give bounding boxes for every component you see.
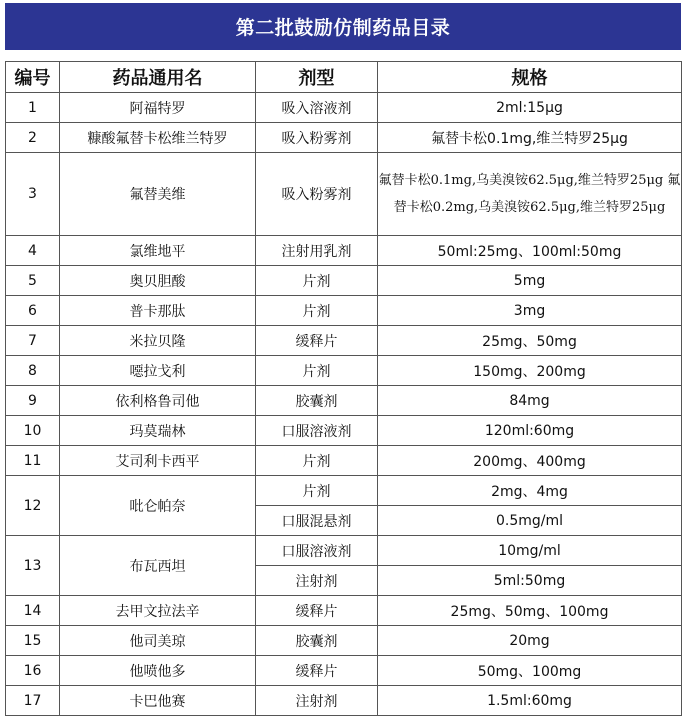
row-num: 5 [6, 266, 60, 296]
row-num: 17 [6, 686, 60, 716]
title-bar [5, 3, 681, 50]
drug-catalog-table [5, 61, 682, 716]
row-name: 普卡那肽 [60, 296, 256, 326]
header-spec: 规格 [378, 62, 682, 93]
row-num: 16 [6, 656, 60, 686]
table-row [6, 416, 682, 446]
row-form: 注射用乳剂 [256, 236, 378, 266]
row-spec: 2mg、4mg [378, 476, 682, 506]
table-row [6, 153, 682, 236]
table-row [6, 596, 682, 626]
row-form: 片剂 [256, 356, 378, 386]
row-form: 胶囊剂 [256, 626, 378, 656]
page-title: 第二批鼓励仿制药品目录 [235, 17, 451, 39]
row-form: 缓释片 [256, 596, 378, 626]
row-num: 9 [6, 386, 60, 416]
row-spec: 150mg、200mg [378, 356, 682, 386]
table-row [6, 266, 682, 296]
row-spec: 1.5ml:60mg [378, 686, 682, 716]
row-form: 片剂 [256, 266, 378, 296]
row-num: 15 [6, 626, 60, 656]
row-spec: 50ml:25mg、100ml:50mg [378, 236, 682, 266]
row-name: 氟替美维 [60, 153, 256, 236]
row-spec: 0.5mg/ml [378, 506, 682, 536]
table-row [6, 356, 682, 386]
row-form: 口服溶液剂 [256, 416, 378, 446]
row-form: 口服混悬剂 [256, 506, 378, 536]
row-name: 氯维地平 [60, 236, 256, 266]
row-name: 噁拉戈利 [60, 356, 256, 386]
table-row [6, 123, 682, 153]
table-row [6, 536, 682, 566]
row-form: 片剂 [256, 296, 378, 326]
row-form: 胶囊剂 [256, 386, 378, 416]
row-num: 13 [6, 536, 60, 596]
table-header-row [6, 62, 682, 93]
row-form: 口服溶液剂 [256, 536, 378, 566]
row-spec: 200mg、400mg [378, 446, 682, 476]
row-num: 1 [6, 93, 60, 123]
header-num: 编号 [6, 62, 60, 93]
row-name: 卡巴他赛 [60, 686, 256, 716]
row-name: 艾司利卡西平 [60, 446, 256, 476]
row-form: 片剂 [256, 446, 378, 476]
header-name: 药品通用名 [60, 62, 256, 93]
row-spec: 2ml:15μg [378, 93, 682, 123]
row-name: 去甲文拉法辛 [60, 596, 256, 626]
row-form: 缓释片 [256, 326, 378, 356]
row-name: 他司美琼 [60, 626, 256, 656]
row-num: 8 [6, 356, 60, 386]
row-name: 布瓦西坦 [60, 536, 256, 596]
row-spec: 氟替卡松0.1mg,维兰特罗25μg [378, 123, 682, 153]
row-name: 奥贝胆酸 [60, 266, 256, 296]
row-form: 吸入溶液剂 [256, 93, 378, 123]
row-num: 12 [6, 476, 60, 536]
table-row [6, 386, 682, 416]
row-num: 14 [6, 596, 60, 626]
table-row [6, 626, 682, 656]
row-form: 吸入粉雾剂 [256, 123, 378, 153]
row-spec: 3mg [378, 296, 682, 326]
row-num: 3 [6, 153, 60, 236]
row-num: 4 [6, 236, 60, 266]
row-name: 糠酸氟替卡松维兰特罗 [60, 123, 256, 153]
row-num: 6 [6, 296, 60, 326]
row-name: 玛莫瑞林 [60, 416, 256, 446]
row-num: 11 [6, 446, 60, 476]
row-name: 吡仑帕奈 [60, 476, 256, 536]
row-form: 注射剂 [256, 566, 378, 596]
row-spec: 氟替卡松0.1mg,乌美溴铵62.5μg,维兰特罗25μg 氟替卡松0.2mg,乌美溴铵62.5μg,维兰特罗25μg [378, 153, 682, 236]
table-row [6, 446, 682, 476]
table-row [6, 236, 682, 266]
row-spec: 25mg、50mg、100mg [378, 596, 682, 626]
row-spec: 10mg/ml [378, 536, 682, 566]
row-form: 片剂 [256, 476, 378, 506]
row-spec: 5ml:50mg [378, 566, 682, 596]
row-spec: 5mg [378, 266, 682, 296]
row-spec: 120ml:60mg [378, 416, 682, 446]
table-row [6, 656, 682, 686]
table-row [6, 296, 682, 326]
header-form: 剂型 [256, 62, 378, 93]
row-form: 缓释片 [256, 656, 378, 686]
row-name: 依利格鲁司他 [60, 386, 256, 416]
table-row [6, 326, 682, 356]
row-spec: 25mg、50mg [378, 326, 682, 356]
table-row [6, 686, 682, 716]
row-num: 7 [6, 326, 60, 356]
table-row [6, 93, 682, 123]
row-form: 注射剂 [256, 686, 378, 716]
row-name: 阿福特罗 [60, 93, 256, 123]
table-row [6, 476, 682, 506]
row-form: 吸入粉雾剂 [256, 153, 378, 236]
row-name: 米拉贝隆 [60, 326, 256, 356]
row-num: 2 [6, 123, 60, 153]
row-name: 他喷他多 [60, 656, 256, 686]
row-num: 10 [6, 416, 60, 446]
row-spec: 50mg、100mg [378, 656, 682, 686]
row-spec: 84mg [378, 386, 682, 416]
row-spec: 20mg [378, 626, 682, 656]
